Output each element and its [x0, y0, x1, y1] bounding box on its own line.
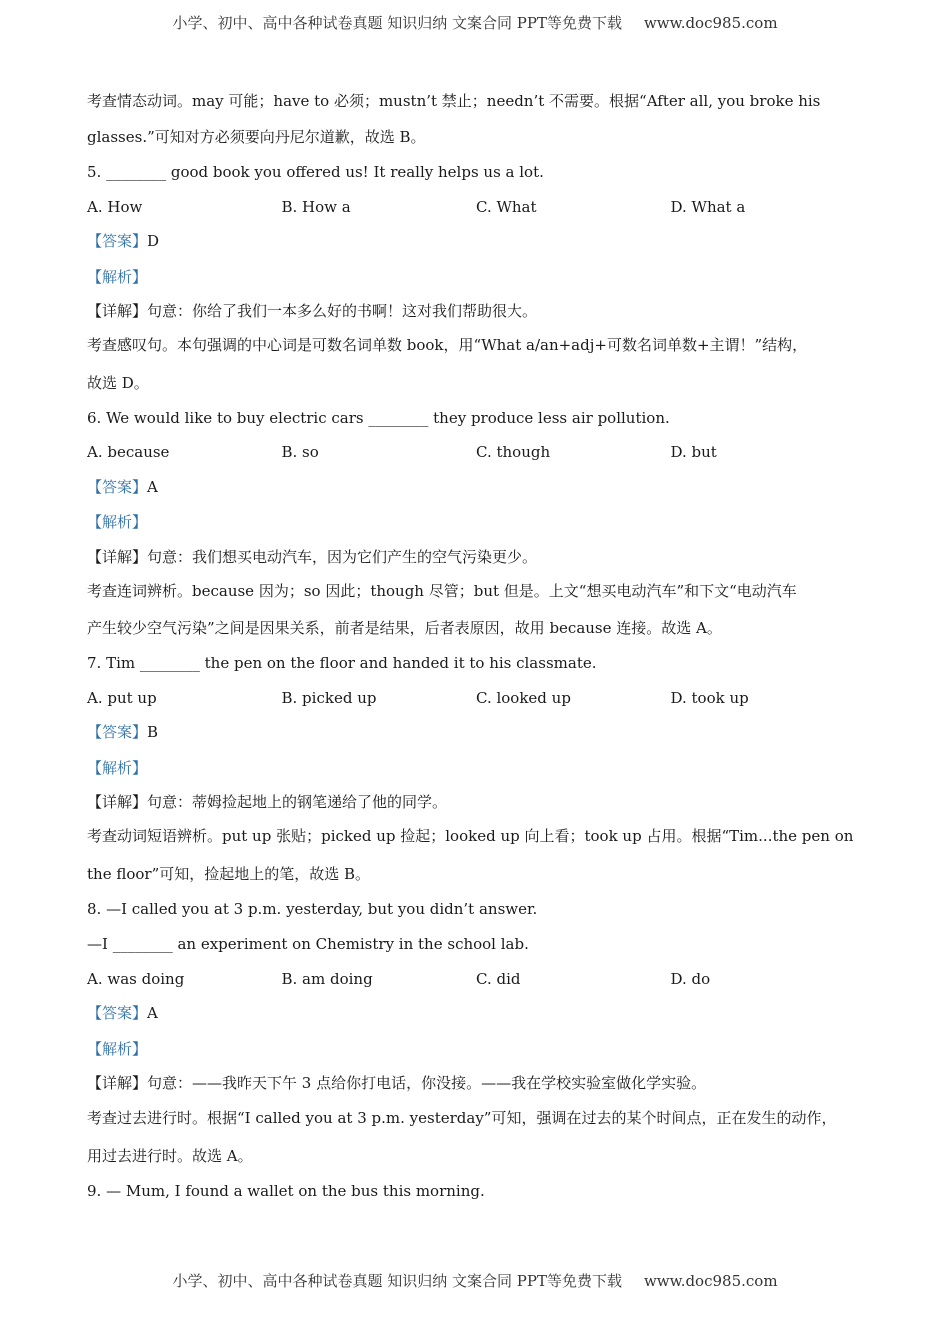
q6-option-b: B. so: [281, 443, 319, 461]
q8-answer-value: A: [147, 1004, 158, 1022]
q6-stem: 6. We would like to buy electric cars ________ they produce less air pollution.: [87, 409, 670, 427]
q5-stem: 5. ________ good book you offered us! It really helps us a lot.: [87, 163, 544, 181]
q7-stem: 7. Tim ________ the pen on the floor and handed it to his classmate.: [87, 654, 597, 672]
q8-explain-1: 考查过去进行时。根据“I called you at 3 p.m. yesterday”可知，强调在过去的某个时间点，正在发生的动作，: [87, 1109, 837, 1127]
q7-option-b: B. picked up: [281, 689, 377, 707]
q5-option-a: A. How: [87, 198, 143, 216]
q8-analysis-tag: 【解析】: [87, 1040, 148, 1058]
q7-answer: [87, 723, 158, 741]
q6-answer: [87, 478, 158, 496]
q5-analysis-tag: 【解析】: [87, 268, 148, 286]
q5-explain-1: 考查感叹句。本句强调的中心词是可数名词单数 book，用“What a/an+adj+可数名词单数+主谓！”结构，: [87, 336, 808, 354]
q6-option-c: C. though: [476, 443, 551, 461]
q8-answer: [87, 1004, 158, 1022]
intro-line-1: 考查情态动词。may 可能；have to 必须；mustn’t 禁止；needn’t 不需要。根据“After all, you broke his: [87, 92, 821, 110]
q7-detail: [87, 793, 447, 811]
q5-answer-value: D: [147, 232, 160, 250]
q7-explain-1: 考查动词短语辨析。put up 张贴；picked up 捡起；looked up 向上看；took up 占用。根据“Tim...the pen on: [87, 827, 854, 845]
q8-stem-1: 8. —I called you at 3 p.m. yesterday, but you didn’t answer.: [87, 900, 538, 918]
q5-option-d: D. What a: [670, 198, 746, 216]
answer-tag: 【答案】: [87, 723, 148, 741]
header-text: 小学、初中、高中各种试卷真题 知识归纳 文案合同 PPT等免费下载: [172, 14, 622, 32]
q7-detail-text: 句意：蒂姆捡起地上的钢笔递给了他的同学。: [147, 793, 448, 811]
q6-option-a: A. because: [87, 443, 170, 461]
answer-tag: 【答案】: [87, 478, 148, 496]
q6-answer-value: A: [147, 478, 158, 496]
q7-option-c: C. looked up: [476, 689, 571, 707]
intro-line-2: glasses.”可知对方必须要向丹尼尔道歉，故选 B。: [87, 128, 426, 146]
q5-explain-2: 故选 D。: [87, 374, 149, 392]
detail-tag: 【详解】: [87, 302, 148, 320]
q7-analysis-tag: 【解析】: [87, 759, 148, 777]
q8-explain-2: 用过去进行时。故选 A。: [87, 1147, 253, 1165]
q6-detail-text: 句意：我们想买电动汽车，因为它们产生的空气污染更少。: [147, 548, 538, 566]
q7-option-a: A. put up: [87, 689, 157, 707]
q8-option-a: A. was doing: [87, 970, 185, 988]
footer-text: 小学、初中、高中各种试卷真题 知识归纳 文案合同 PPT等免费下载: [172, 1272, 622, 1290]
q8-detail: [87, 1074, 706, 1092]
detail-tag: 【详解】: [87, 793, 148, 811]
q8-detail-text: 句意：——我昨天下午 3 点给你打电话，你没接。——我在学校实验室做化学实验。: [147, 1074, 707, 1092]
q9-stem: 9. — Mum, I found a wallet on the bus this morning.: [87, 1182, 485, 1200]
q7-explain-2: the floor”可知，捡起地上的笔，故选 B。: [87, 865, 371, 883]
footer-site: www.doc985.com: [643, 1272, 778, 1290]
q7-option-d: D. took up: [670, 689, 749, 707]
q6-explain-1: 考查连词辨析。because 因为；so 因此；though 尽管；but 但是。上文“想买电动汽车”和下文“电动汽车: [87, 582, 797, 600]
q5-answer: [87, 232, 159, 250]
footer-banner: [0, 1270, 950, 1291]
detail-tag: 【详解】: [87, 1074, 148, 1092]
q5-option-b: B. How a: [281, 198, 351, 216]
q6-explain-2: 产生较少空气污染”之间是因果关系，前者是结果，后者表原因，故用 because 连接。故选 A。: [87, 619, 722, 637]
header-banner: [0, 12, 950, 33]
q6-option-d: D. but: [670, 443, 717, 461]
q8-option-c: C. did: [476, 970, 521, 988]
q8-stem-2: —I ________ an experiment on Chemistry in the school lab.: [87, 935, 529, 953]
q5-options: [87, 198, 865, 216]
answer-tag: 【答案】: [87, 232, 148, 250]
q6-analysis-tag: 【解析】: [87, 513, 148, 531]
q5-detail: [87, 302, 537, 320]
header-site: www.doc985.com: [643, 14, 778, 32]
detail-tag: 【详解】: [87, 548, 148, 566]
q5-detail-text: 句意：你给了我们一本多么好的书啊！这对我们帮助很大。: [147, 302, 538, 320]
q7-answer-value: B: [147, 723, 159, 741]
q8-option-b: B. am doing: [281, 970, 373, 988]
q5-option-c: C. What: [476, 198, 537, 216]
q6-detail: [87, 548, 537, 566]
q8-option-d: D. do: [670, 970, 711, 988]
q6-options: [87, 443, 865, 461]
answer-tag: 【答案】: [87, 1004, 148, 1022]
q8-options: [87, 970, 865, 988]
q7-options: [87, 689, 865, 707]
